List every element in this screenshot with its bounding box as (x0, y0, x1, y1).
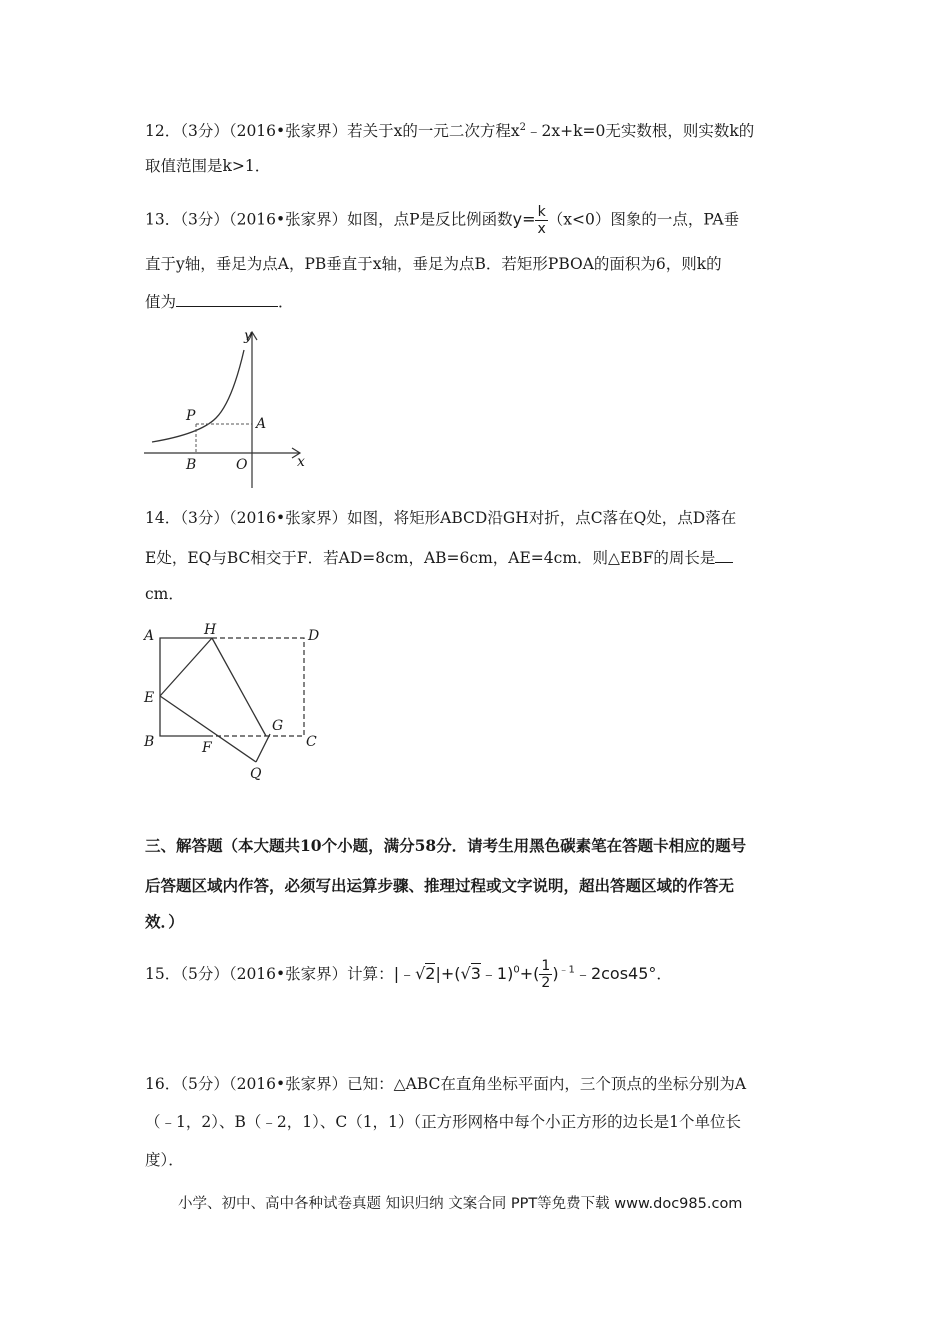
q13-frac-den: x (537, 221, 546, 237)
q16-line2: （﹣1，2）、B（﹣2，1）、C（1，1）（正方形网格中每个小正方形的边长是1个单位长 (145, 1113, 742, 1131)
q13-text-d: ． (278, 293, 294, 311)
q15-abs-open: |﹣ (393, 964, 416, 983)
q15-part5: ) (552, 964, 559, 983)
q13-answer-blank[interactable] (176, 292, 278, 307)
q15-prefix: 15．（5分）（2016•张家界）计算： (145, 965, 394, 983)
q15-sqrt2: 2 (425, 964, 436, 983)
label-b: B (144, 734, 155, 750)
label-a: A (144, 628, 155, 644)
q13-figure (140, 322, 320, 496)
q15-line (145, 958, 672, 991)
q15-half-num: 1 (541, 958, 551, 974)
q15-half (539, 958, 552, 991)
label-p: P (186, 408, 196, 424)
q13-line1 (145, 204, 739, 237)
hyperbola-curve (152, 350, 244, 442)
qg-line (256, 734, 270, 762)
q15-exp0: 0 (513, 964, 520, 976)
label-d: D (308, 628, 320, 644)
q15-exp-neg1: ﹣1 (558, 964, 575, 976)
q15-half-den: 2 (541, 975, 551, 991)
sqrt-icon: √ (415, 964, 426, 983)
q13-fraction (535, 204, 547, 237)
q13-line3 (145, 292, 294, 312)
q16-line3: 度）． (145, 1151, 184, 1169)
q16-line1: 16．（5分）（2016•张家界）已知：△ABC在直角坐标平面内，三个顶点的坐标分别为A (145, 1075, 747, 1093)
eh-line (160, 638, 212, 696)
q12-line1 (145, 118, 754, 141)
q15-part4: +( (519, 964, 540, 983)
q15-part3: ﹣1) (480, 964, 514, 983)
label-q: Q (250, 766, 262, 782)
q13-text-a: 13．（3分）（2016•张家界）如图，点P是反比例函数 (145, 210, 513, 229)
label-e: E (144, 690, 155, 706)
q15-end: ． (656, 965, 672, 983)
label-f: F (202, 740, 212, 756)
q14-text-a: E处，EQ与BC相交于F．若AD=8cm，AB=6cm，AE=4cm．则△EBF的周长是 (145, 549, 716, 567)
label-y: y (244, 328, 252, 344)
q12-exponent: 2 (519, 122, 527, 133)
label-x: x (297, 454, 305, 470)
q15-part2: |+( (435, 964, 461, 983)
q14-line2 (145, 548, 733, 568)
q14-figure (140, 616, 340, 792)
q15-part6: ﹣2cos45° (574, 964, 657, 983)
q13-line2: 直于y轴，垂足为点A，PB垂直于x轴，垂足为点B．若矩形PBOA的面积为6，则k的 (145, 255, 722, 273)
hg-line (212, 638, 266, 736)
q13-text-b: （x<0）图象的一点，PA垂 (547, 210, 740, 229)
q14-diagram (140, 616, 340, 788)
footer-text: 小学、初中、高中各种试卷真题 知识归纳 文案合同 PPT等免费下载 www.doc985.com (178, 1196, 743, 1212)
q12-line2: 取值范围是k>1． (145, 157, 271, 175)
label-h: H (204, 622, 217, 638)
q14-line1: 14．（3分）（2016•张家界）如图，将矩形ABCD沿GH对折，点C落在Q处，点D落在 (145, 509, 737, 527)
label-b: B (186, 457, 197, 473)
q13-text-c: 值为 (145, 293, 177, 311)
q15-expression (393, 958, 657, 991)
label-a: A (256, 416, 267, 432)
q12-text-a: 12．（3分）（2016•张家界）若关于x的一元二次方程x (145, 122, 520, 141)
q13-y-equals: y= (512, 209, 536, 229)
label-g: G (272, 718, 284, 734)
q13-frac-num: k (535, 204, 547, 221)
q12-text-b: ﹣2x+k=0无实数根，则实数k的 (526, 122, 755, 141)
q13-graph (140, 322, 320, 492)
label-c: C (306, 734, 317, 750)
section3-line2: 后答题区域内作答，必须写出运算步骤、推理过程或文字说明，超出答题区域的作答无 (145, 876, 735, 895)
section3-line3: 效．） (145, 912, 184, 931)
sqrt-icon: √ (460, 964, 471, 983)
label-o: O (236, 457, 248, 473)
q14-line3: cm． (145, 585, 184, 603)
section3-line1: 三、解答题（本大题共10个小题，满分58分．请考生用黑色碳素笔在答题卡相应的题号 (145, 836, 747, 855)
q14-answer-blank[interactable] (715, 548, 733, 563)
q15-sqrt3: 3 (470, 964, 481, 983)
